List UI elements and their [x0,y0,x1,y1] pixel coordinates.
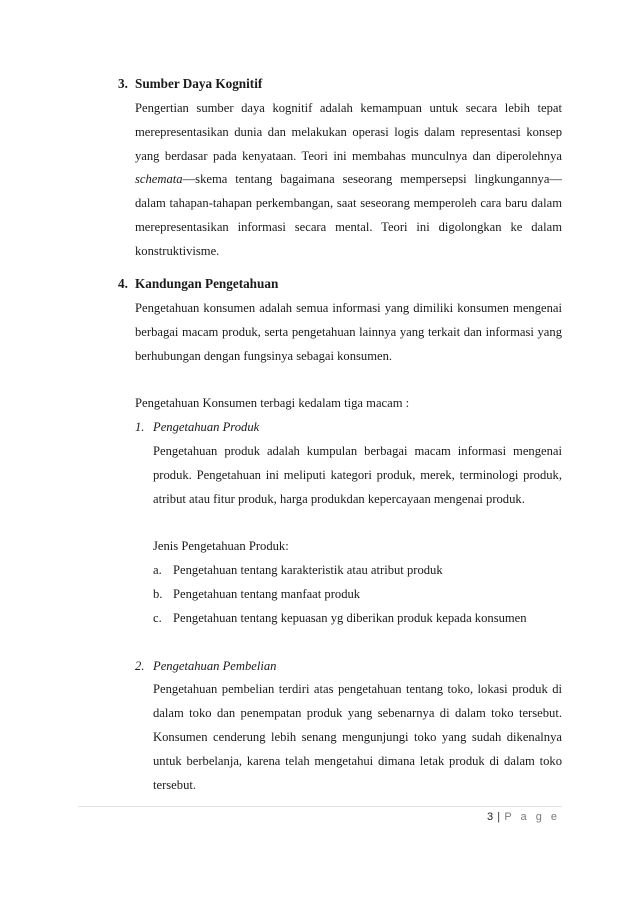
footer-separator: | [497,811,501,823]
page-number: 3 [486,811,494,823]
list-item [118,607,562,631]
subsection-heading [118,655,562,679]
section-title: Kandungan Pengetahuan [135,276,279,291]
subsection-title: Pengetahuan Produk [153,420,260,435]
section-heading [118,276,562,292]
list-marker: a. [153,563,162,578]
list-intro: Pengetahuan Konsumen terbagi kedalam tiga macam : [135,396,410,411]
section-title: Sumber Daya Kognitif [135,76,263,91]
section-paragraph [118,97,562,264]
list-item [118,559,562,583]
emphasis-term: schemata [135,172,183,187]
section-heading [118,76,562,92]
subsection-number: 2. [135,658,145,673]
paragraph-text: —skema tentang bagaimana seseorang mempersepsi lingkungannya—dalam tahapan-tahapan perkembangan, saat seseorang memperoleh cara baru dalam merepresentasikan informasi secara mental. Teori ini digolongkan ke dalam konstruktivisme. [135,172,562,258]
subsection-title: Pengetahuan Pembelian [153,658,277,673]
section-number: 4. [118,276,128,291]
section-kandungan-pengetahuan [118,276,562,797]
list-item-text: Pengetahuan tentang manfaat produk [173,586,361,601]
section-sumber-daya-kognitif [118,76,562,264]
list-item-text: Pengetahuan tentang kepuasan yg diberikan produk kepada konsumen [173,610,527,625]
types-title: Jenis Pengetahuan Produk: [153,539,289,554]
page-label: P a g e [504,811,560,823]
subsection-heading [118,416,562,440]
subsection-paragraph: Pengetahuan pembelian terdiri atas pengetahuan tentang toko, lokasi produk di dalam toko dan penempatan produk yang sebenarnya di dalam toko tersebut. Konsumen cenderung lebih senang mengunjungi toko yang sudah dikenalnya untuk berbelanja, karena telah mengetahui dimana letak produk di dalam toko tersebut. [153,682,562,792]
list-item [118,583,562,607]
list-item-text: Pengetahuan tentang karakteristik atau atribut produk [173,563,443,578]
footer-divider [78,806,562,807]
subsection-paragraph: Pengetahuan produk adalah kumpulan berbagai macam informasi mengenai produk. Pengetahuan ini meliputi kategori produk, merek, terminologi produk, atribut atau fitur produk, harga produkdan kepercayaan mengenai produk. [153,443,562,506]
section-number: 3. [118,76,128,91]
paragraph-text: Pengertian sumber daya kognitif adalah kemampuan untuk secara lebih tepat merepresentasikan dunia dan melakukan operasi logis dalam representasi konsep yang berdasar pada kenyataan. Teori ini membahas munculnya dan diperolehnya [135,101,562,163]
section-paragraph: Pengetahuan konsumen adalah semua informasi yang dimiliki konsumen mengenai berbagai macam produk, serta pengetahuan lainnya yang terkait dan informasi yang berhubungan dengan fungsinya sebagai konsumen. [135,301,562,363]
list-marker: c. [153,610,162,625]
page-footer [487,811,560,823]
list-marker: b. [153,586,163,601]
subsection-number: 1. [135,420,145,435]
